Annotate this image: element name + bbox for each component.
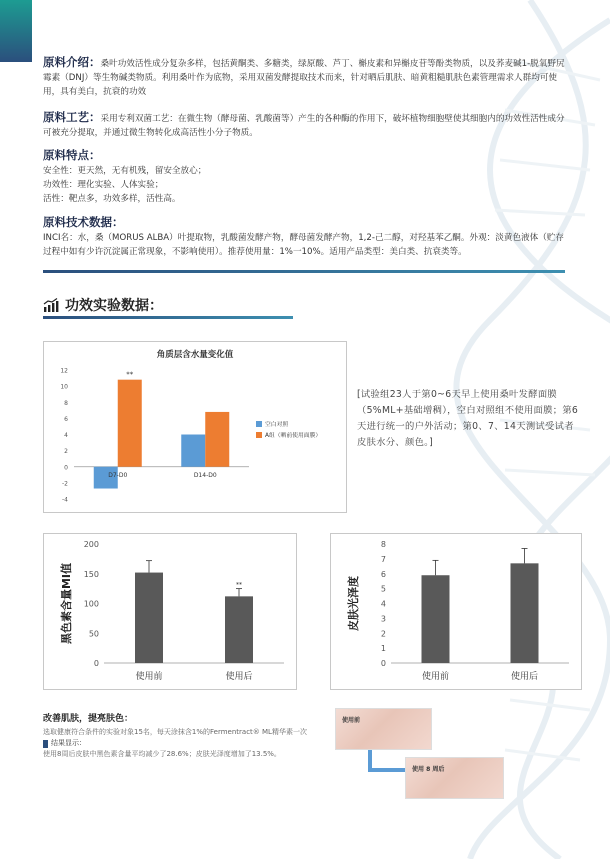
test-note: [试验组23人于第0~6天早上使用桑叶发酵面膜（5%ML+基础增稠），空白对照组不使用面膜；第6天进行统一的户外活动；第0、7、14天测试受试者皮肤水分、颜色。] <box>357 389 579 448</box>
tech-label: 原料技术数据： <box>43 215 124 229</box>
process-text: 采用专利双菌工艺：在微生物（酵母菌、乳酸菌等）产生的各种酶的作用下，破坏植物细胞壁使其细胞内的功效性活性成分可被充分提取，并通过微生物转化成高活性小分子物质。 <box>43 114 565 138</box>
melanin-bar-0 <box>135 573 163 663</box>
legend-swatch-1 <box>256 432 262 438</box>
footer-desc: 选取健康符合条件的实验对象15名，每天涂抹含1%的Fermentract® ML精华素一次 <box>43 728 307 736</box>
process-paragraph <box>43 110 565 140</box>
legend-swatch-0 <box>256 421 262 427</box>
gloss-y-tick-4: 4 <box>380 599 386 609</box>
footer-result: 使用8周后皮肤中黑色素含量平均减少了28.6%；皮肤光泽度增加了13.5%。 <box>43 750 281 758</box>
x-tick-label-1: D14-D0 <box>193 471 217 479</box>
gloss-bar-1 <box>511 563 539 663</box>
bar-D14-D0-s1 <box>205 412 229 467</box>
tech-text: INCI名：水，桑（MORUS ALBA）叶提取物，乳酸菌发酵产物，酵母菌发酵产物，1,2-己二醇，对羟基苯乙酮。外观：淡黄色液体（贮存过程中如有少许沉淀属正常现象，不影响使用）。推荐使用量：1%一10%。适用产品类型：美白类、抗衰类等。 <box>43 233 565 257</box>
chart-gloss-box <box>330 533 582 690</box>
chart-trend-icon <box>43 298 59 312</box>
tech-block <box>43 215 565 259</box>
y-tick-label-6: 8 <box>64 399 68 407</box>
y-tick-label-2: 0 <box>64 464 68 472</box>
melanin-x-tick-1: 使用后 <box>225 672 253 682</box>
legend-label-1: A组（晒前使用面膜） <box>265 433 322 439</box>
gloss-y-tick-6: 6 <box>380 569 386 579</box>
significance-marker-0: ** <box>126 370 134 379</box>
section-title <box>43 295 163 315</box>
melanin-significance-marker-0: ** <box>236 581 242 589</box>
section-title-text: 功效实验数据： <box>65 298 163 314</box>
feature-item-activity: 活性：靶点多，功效多样，活性高。 <box>43 194 181 204</box>
melanin-bar-1 <box>225 596 253 663</box>
bar-D7-D0-s1 <box>118 380 142 467</box>
section-title-underline <box>43 316 293 319</box>
gloss-y-tick-2: 2 <box>380 629 386 639</box>
gloss-y-tick-8: 8 <box>380 540 386 549</box>
y-tick-label-5: 6 <box>64 415 68 423</box>
melanin-x-tick-0: 使用前 <box>135 672 163 682</box>
gloss-y-tick-1: 1 <box>380 644 386 654</box>
chart-melanin <box>44 534 296 689</box>
legend-label-0: 空白对照 <box>265 422 289 428</box>
melanin-y-tick-4: 200 <box>83 540 99 549</box>
features-block <box>43 148 565 206</box>
gloss-x-tick-1: 使用后 <box>510 672 539 682</box>
y-tick-label-7: 10 <box>60 383 68 391</box>
feature-item-efficacy: 功效性：理化实验、人体实验； <box>43 180 164 190</box>
y-tick-label-4: 4 <box>64 432 68 439</box>
intro-label: 原料介绍： <box>43 55 101 69</box>
gloss-y-tick-3: 3 <box>380 614 386 624</box>
gloss-x-tick-0: 使用前 <box>421 672 450 682</box>
melanin-y-axis-label: 黑色素含量MI值 <box>60 562 73 645</box>
chart-melanin-box <box>43 533 297 690</box>
intro-text: 桑叶功效活性成分复杂多样，包括黄酮类、多糖类，绿原酸、芦丁、槲皮素和异槲皮苷等酚类物质，以及荞麦碱1-脱氧野尻霉素（DNJ）等生物碱类物质。利用桑叶作为底物，采用双菌发酵提取技术而来，针对晒后肌肤、暗黄粗糙肌肤色素管理需求人群均可使用，具有美白，抗衰的功效 <box>43 59 565 97</box>
gloss-y-axis-label: 皮肤光泽度 <box>347 576 360 631</box>
y-tick-label-8: 12 <box>60 367 68 375</box>
corner-accent <box>0 0 32 62</box>
photo-after <box>405 757 504 799</box>
footer-block <box>43 714 308 760</box>
features-label: 原料特点： <box>43 148 101 162</box>
photo-before-label: 使用前 <box>342 717 361 724</box>
y-tick-label-3: 2 <box>64 448 68 456</box>
melanin-y-tick-3: 150 <box>83 569 99 579</box>
chart-hydration <box>44 342 346 512</box>
feature-item-safety: 安全性：更天然，无有机残，留安全放心； <box>43 166 207 176</box>
bar-D14-D0-s0 <box>181 435 205 467</box>
footer-title: 改善肌肤，提亮肤色： <box>43 714 134 724</box>
chart-gloss <box>331 534 581 689</box>
photo-after-label: 使用 8 周后 <box>412 766 445 773</box>
melanin-y-tick-0: 0 <box>93 659 99 668</box>
y-tick-label-1: -2 <box>62 480 68 488</box>
photo-before <box>335 708 432 750</box>
result-marker <box>43 740 48 748</box>
chart-hydration-title: 角质层含水量变化值 <box>156 350 234 360</box>
chart-hydration-box <box>43 341 347 513</box>
x-tick-label-0: D7-D0 <box>108 471 128 479</box>
melanin-y-tick-2: 100 <box>83 599 99 609</box>
y-tick-label-0: -4 <box>62 496 68 504</box>
section-divider-top <box>43 270 565 273</box>
gloss-y-tick-5: 5 <box>380 584 386 594</box>
gloss-y-tick-7: 7 <box>380 554 386 564</box>
footer-result-label: 结果显示： <box>51 739 86 747</box>
intro-paragraph <box>43 55 565 99</box>
melanin-y-tick-1: 50 <box>88 629 99 639</box>
gloss-bar-0 <box>422 575 450 663</box>
process-label: 原料工艺： <box>43 110 101 124</box>
gloss-y-tick-0: 0 <box>380 659 386 668</box>
